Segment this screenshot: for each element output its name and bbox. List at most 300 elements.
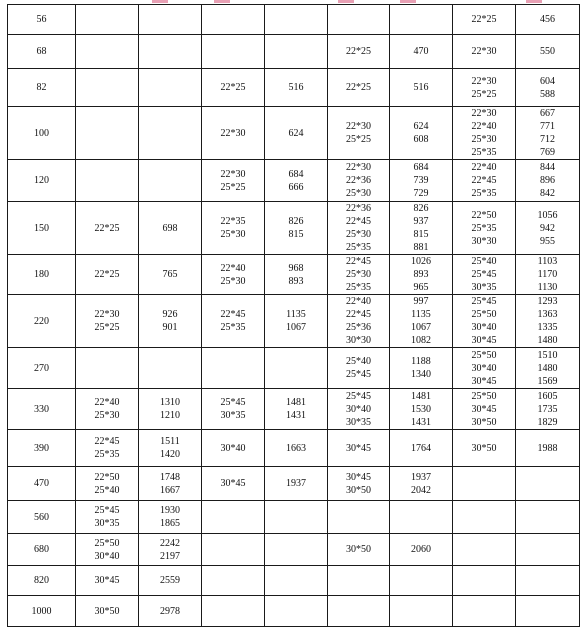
weight-value: 698 [162,222,178,234]
weight-cell [139,566,202,596]
size-cell [76,467,139,501]
size-cell [328,295,390,348]
size-value: 25*45 [220,397,246,408]
size-value: 30*40 [220,442,246,454]
size-cell [76,202,139,255]
weight-value: 842 [540,188,555,199]
weight-cell [265,295,328,348]
weight-value: 968 [288,262,304,274]
size-cell [76,255,139,295]
row-key-cell [8,389,76,430]
size-value: 22*30 [220,127,246,139]
row-key-cell [8,467,76,501]
weight-cell [516,348,580,389]
weight-value: 1170 [537,269,558,280]
size-value: 25*25 [94,322,120,333]
row-key-cell [8,348,76,389]
table-row [8,348,580,389]
weight-value: 1335 [537,322,558,333]
size-value: 30*35 [471,282,497,293]
weight-cell [516,202,580,255]
size-cell [202,255,265,295]
row-key: 270 [34,362,49,374]
weight-cell [265,501,328,534]
row-key: 470 [34,478,49,489]
weight-cell [390,389,453,430]
size-value: 30*50 [471,416,497,428]
weight-value: 1363 [537,309,558,320]
row-key-cell [8,501,76,534]
table-row [8,295,580,348]
size-cell [202,107,265,160]
weight-value: 1293 [537,296,558,307]
row-key: 180 [34,269,49,280]
weight-cell [516,534,580,566]
weight-value: 2060 [411,544,431,555]
size-cell [453,107,516,160]
size-cell [328,69,390,107]
weight-cell [139,389,202,430]
size-cell [453,69,516,107]
size-cell [328,160,390,202]
size-value: 25*35 [471,188,497,199]
weight-cell [390,69,453,107]
size-cell [453,255,516,295]
size-value: 30*40 [94,550,120,562]
weight-value: 769 [540,147,555,158]
weight-value: 550 [540,46,555,57]
weight-value: 1188 [411,356,431,367]
weight-value: 1829 [537,416,558,428]
weight-cell [516,255,580,295]
weight-cell [139,202,202,255]
size-cell [76,348,139,389]
size-value: 25*40 [471,256,497,267]
weight-value: 2559 [160,575,180,586]
size-value: 25*45 [94,505,120,516]
weight-cell [139,5,202,35]
weight-cell [390,255,453,295]
size-cell [453,467,516,501]
weight-value: 1103 [537,256,558,267]
size-value: 30*35 [346,416,371,428]
row-key-cell [8,69,76,107]
size-value: 22*30 [471,46,497,57]
weight-value: 1530 [411,403,431,415]
weight-value: 739 [413,175,429,186]
table-row [8,107,580,160]
weight-value: 588 [540,88,555,100]
row-key: 390 [34,442,49,454]
row-key-cell [8,5,76,35]
size-cell [76,596,139,627]
weight-value: 666 [288,181,304,193]
size-cell [76,389,139,430]
weight-cell [516,5,580,35]
size-cell [328,501,390,534]
size-cell [202,69,265,107]
weight-cell [139,430,202,467]
size-cell [202,202,265,255]
size-value: 30*45 [220,478,246,489]
row-key-cell [8,255,76,295]
row-key-cell [8,534,76,566]
size-cell [202,501,265,534]
weight-cell [390,160,453,202]
table-row [8,5,580,35]
weight-value: 815 [413,229,429,240]
row-key-cell [8,107,76,160]
size-value: 30*50 [94,605,120,617]
row-key-cell [8,566,76,596]
size-value: 22*35 [220,216,246,227]
weight-cell [265,107,328,160]
size-cell [76,69,139,107]
size-value: 25*35 [346,242,371,253]
weight-value: 815 [288,229,304,240]
size-cell [453,5,516,35]
size-cell [328,467,390,501]
size-value: 22*45 [94,436,120,447]
row-key: 820 [34,575,49,586]
size-value: 30*30 [471,235,497,247]
size-cell [453,596,516,627]
size-value: 30*35 [94,518,120,529]
weight-cell [516,596,580,627]
weight-cell [265,69,328,107]
size-value: 22*45 [346,256,371,267]
row-key-cell [8,430,76,467]
size-cell [328,5,390,35]
weight-cell [265,160,328,202]
size-value: 22*50 [471,209,497,221]
size-cell [328,566,390,596]
weight-value: 896 [540,175,555,186]
weight-cell [516,501,580,534]
size-value: 30*45 [471,375,497,387]
weight-value: 1067 [286,322,306,333]
weight-cell [516,389,580,430]
weight-value: 844 [540,162,555,173]
weight-cell [516,430,580,467]
size-cell [76,295,139,348]
size-value: 25*30 [220,229,246,240]
weight-value: 456 [540,14,555,25]
row-key-cell [8,596,76,627]
size-value: 22*30 [471,108,497,119]
size-value: 22*40 [346,296,371,307]
size-value: 22*36 [346,203,371,214]
weight-value: 1480 [537,362,558,374]
size-value: 22*40 [94,397,120,408]
table-row [8,534,580,566]
size-value: 22*45 [471,175,497,186]
weight-value: 901 [162,322,178,333]
size-value: 22*25 [94,269,120,280]
size-value: 25*50 [94,537,120,549]
weight-cell [390,566,453,596]
weight-value: 1764 [411,442,431,454]
size-cell [328,534,390,566]
table-row [8,501,580,534]
weight-value: 997 [413,296,429,307]
row-key: 330 [34,403,49,415]
size-cell [76,430,139,467]
weight-value: 1930 [160,505,180,516]
weight-cell [139,35,202,69]
weight-cell [139,295,202,348]
weight-value: 1667 [160,484,180,496]
weight-value: 926 [162,309,178,320]
weight-value: 1056 [537,209,558,221]
weight-value: 608 [413,134,429,145]
weight-value: 1340 [411,369,431,380]
weight-cell [516,566,580,596]
weight-cell [265,534,328,566]
row-key-cell [8,295,76,348]
weight-value: 516 [288,82,304,93]
size-value: 25*25 [220,181,246,193]
weight-value: 1511 [160,436,180,447]
weight-value: 1310 [160,397,180,408]
size-value: 25*45 [471,269,497,280]
weight-value: 712 [540,134,555,145]
size-cell [76,534,139,566]
weight-value: 1431 [411,416,431,428]
weight-value: 1988 [537,442,558,454]
table-row [8,467,580,501]
weight-cell [516,467,580,501]
weight-value: 470 [413,46,429,57]
table-row [8,430,580,467]
row-key: 150 [34,222,49,234]
weight-cell [390,596,453,627]
size-value: 25*40 [346,356,371,367]
size-value: 30*35 [220,410,246,421]
size-value: 25*35 [94,449,120,460]
weight-cell [390,295,453,348]
size-cell [453,501,516,534]
size-value: 30*50 [346,544,371,555]
weight-value: 2242 [160,537,180,549]
weight-cell [265,5,328,35]
weight-value: 965 [413,282,429,293]
weight-cell [265,255,328,295]
size-value: 22*25 [346,46,371,57]
size-cell [76,107,139,160]
size-value: 22*45 [346,216,371,227]
size-cell [76,566,139,596]
weight-value: 1510 [537,349,558,361]
size-value: 22*45 [346,309,371,320]
size-cell [328,348,390,389]
weight-cell [390,202,453,255]
weight-cell [139,501,202,534]
row-key-cell [8,160,76,202]
size-cell [328,35,390,69]
size-cell [202,5,265,35]
size-value: 25*35 [471,222,497,234]
size-value: 25*45 [471,296,497,307]
size-value: 25*45 [346,390,371,402]
weight-cell [139,69,202,107]
size-cell [202,160,265,202]
row-key: 56 [36,14,47,25]
weight-cell [516,107,580,160]
size-value: 30*40 [346,403,371,415]
size-value: 22*30 [346,121,371,132]
weight-cell [139,255,202,295]
weight-value: 826 [413,203,429,214]
weight-value: 1067 [411,322,431,333]
size-cell [202,534,265,566]
weight-cell [265,389,328,430]
size-value: 25*40 [94,484,120,496]
weight-cell [139,467,202,501]
weight-value: 1210 [160,410,180,421]
weight-cell [139,160,202,202]
size-cell [453,566,516,596]
size-value: 22*25 [346,82,371,93]
size-cell [453,389,516,430]
size-value: 25*30 [346,269,371,280]
weight-value: 624 [413,121,429,132]
weight-value: 893 [413,269,429,280]
weight-value: 765 [162,269,178,280]
dimension-weight-table [7,4,580,627]
weight-value: 1481 [411,390,431,402]
size-cell [453,202,516,255]
size-value: 22*30 [471,75,497,87]
weight-value: 684 [288,168,304,180]
size-cell [76,35,139,69]
weight-value: 1130 [537,282,558,293]
weight-value: 1082 [411,335,431,346]
weight-cell [516,35,580,69]
weight-value: 1481 [286,397,306,408]
row-key: 1000 [31,605,52,617]
weight-value: 729 [413,188,429,199]
size-value: 22*40 [220,262,246,274]
table-row [8,69,580,107]
size-value: 25*35 [346,282,371,293]
table-row [8,202,580,255]
size-value: 25*45 [346,369,371,380]
size-value: 30*40 [471,322,497,333]
weight-value: 1135 [411,309,431,320]
weight-cell [265,35,328,69]
size-value: 22*30 [220,168,246,180]
size-cell [453,35,516,69]
row-key: 82 [36,82,47,93]
weight-cell [265,467,328,501]
weight-value: 937 [413,216,429,227]
size-value: 25*30 [346,188,371,199]
size-cell [328,389,390,430]
row-key: 68 [36,46,47,57]
weight-cell [265,430,328,467]
size-cell [76,501,139,534]
size-value: 22*45 [220,309,246,320]
size-value: 25*25 [471,88,497,100]
weight-cell [139,348,202,389]
weight-value: 826 [288,216,304,227]
weight-value: 2042 [411,484,431,496]
weight-value: 881 [413,242,429,253]
weight-cell [516,160,580,202]
row-key: 680 [34,544,49,555]
size-value: 30*50 [346,484,371,496]
table-row [8,255,580,295]
weight-cell [139,107,202,160]
size-cell [453,295,516,348]
row-key-cell [8,35,76,69]
table-row [8,566,580,596]
weight-cell [139,596,202,627]
weight-value: 1026 [411,256,431,267]
size-value: 25*35 [471,147,497,158]
size-value: 22*36 [346,175,371,186]
weight-cell [265,202,328,255]
weight-value: 893 [288,275,304,287]
weight-value: 2197 [160,550,180,562]
weight-value: 667 [540,108,555,119]
weight-cell [390,430,453,467]
weight-value: 1937 [286,478,306,489]
size-cell [202,467,265,501]
size-value: 30*45 [346,442,371,454]
weight-value: 1135 [286,309,306,320]
weight-value: 624 [288,127,304,139]
size-value: 22*40 [471,121,497,132]
weight-cell [516,69,580,107]
row-key-cell [8,202,76,255]
size-value: 25*30 [220,275,246,287]
size-value: 25*50 [471,349,497,361]
size-value: 22*30 [346,162,371,173]
size-value: 25*35 [220,322,246,333]
size-value: 30*45 [471,403,497,415]
size-cell [453,160,516,202]
size-value: 22*40 [471,162,497,173]
size-cell [328,255,390,295]
size-value: 30*45 [94,575,120,586]
size-cell [202,389,265,430]
weight-value: 771 [540,121,555,132]
size-cell [328,430,390,467]
weight-cell [139,534,202,566]
size-value: 30*40 [471,362,497,374]
weight-cell [390,467,453,501]
weight-value: 942 [540,222,555,234]
weight-value: 1865 [160,518,180,529]
weight-cell [390,501,453,534]
size-value: 22*25 [471,14,497,25]
row-key: 560 [34,511,49,523]
size-value: 25*25 [346,134,371,145]
size-value: 25*50 [471,309,497,320]
weight-cell [265,566,328,596]
size-cell [202,35,265,69]
weight-value: 1735 [537,403,558,415]
size-value: 30*30 [346,335,371,346]
size-value: 30*45 [346,471,371,483]
weight-cell [390,35,453,69]
weight-cell [390,348,453,389]
size-value: 22*50 [94,471,120,483]
weight-value: 955 [540,235,555,247]
table-row [8,596,580,627]
